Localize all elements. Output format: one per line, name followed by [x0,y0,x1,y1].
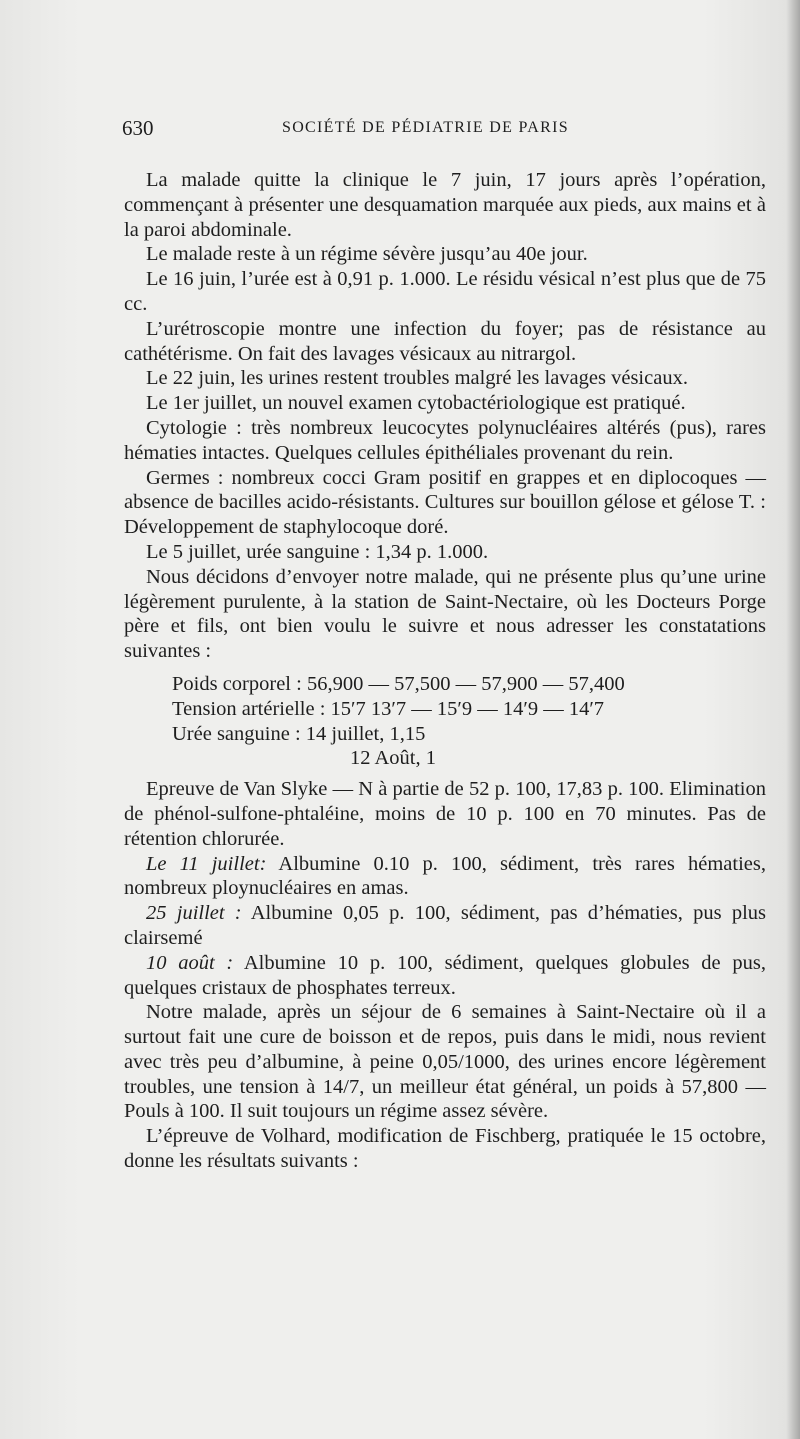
dated-entry [124,951,766,1001]
measure-line: Poids corporel : 56,900 — 57,500 — 57,900 — 57,400 [172,672,625,695]
paragraph: Germes : nombreux cocci Gram positif en grappes et en diplocoques — absence de bacilles acido-résistants. Cultures sur bouillon gélose et gélose T. : Développement de staphylocoque doré. [124,466,766,539]
entry-date: Le 11 juillet: [146,852,267,875]
entry-date: 25 juillet : [146,902,242,925]
entry-text: Albumine 0.10 p. 100, sédiment, très rares hématies, nombreux ploynucléaires en amas. [124,852,766,900]
page-number: 630 [122,116,154,140]
paragraph: Le 1er juillet, un nouvel examen cytobactériologique est pratiqué. [146,392,686,415]
paragraph: L’épreuve de Volhard, modification de Fischberg, pratiquée le 15 octobre, donne les résultats suivants : [124,1125,766,1173]
paragraph: Le malade reste à un régime sévère jusqu’au 40e jour. [146,243,588,266]
paragraph: Cytologie : très nombreux leucocytes polynucléaires altérés (pus), rares hématies intactes. Quelques cellules épithéliales provenant du rein. [124,416,766,464]
page-edge-shadow [786,0,800,1439]
paragraph: L’urétroscopie montre une infection du foyer; pas de résistance au cathétérisme. On fait des lavages vésicaux au nitrargol. [124,317,766,365]
page-header [122,116,622,146]
paragraph: Epreuve de Van Slyke — N à partie de 52 p. 100, 17,83 p. 100. Elimination de phénol-sulfone-phtaléine, moins de 10 p. 100 en 70 minutes. Pas de rétention chlorurée. [124,778,766,850]
running-head: SOCIÉTÉ DE PÉDIATRIE DE PARIS [282,119,569,136]
dated-entry [124,901,766,951]
paragraph: Notre malade, après un séjour de 6 semaines à Saint-Nectaire où il a surtout fait une cure de boisson et de repos, puis dans le midi, nous revient avec très peu d’albumine, à peine 0,05/1000, des urines encore légèrement troubles, une tension à 14/7, un meilleur état général, un poids à 57,800 — Pouls à 100. Il suit toujours un régime assez sévère. [124,1001,766,1123]
dated-entry [124,852,766,902]
paragraph: Le 5 juillet, urée sanguine : 1,34 p. 1.000. [146,540,489,563]
paragraph: Le 22 juin, les urines restent troubles malgré les lavages vésicaux. [146,367,688,390]
entry-text: Albumine 10 p. 100, sédiment, quelques globules de pus, quelques cristaux de phosphates terreux. [124,951,766,999]
entry-date: 10 août : [146,951,234,974]
measure-line: 12 Août, 1 [350,747,436,770]
measurements-block [124,672,766,771]
entry-text: Albumine 0,05 p. 100, sédiment, pas d’hématies, pus plus clairsemé [124,902,766,949]
measure-line: Urée sanguine : 14 juillet, 1,15 [172,722,426,745]
paragraph: La malade quitte la clinique le 7 juin, 17 jours après l’opération, commençant à présenter une desquamation marquée aux pieds, aux mains et à la paroi abdominale. [124,169,766,241]
body-text [124,168,766,1174]
paragraph: Le 16 juin, l’urée est à 0,91 p. 1.000. Le résidu vésical n’est plus que de 75 cc. [124,268,766,315]
measure-line: Tension artérielle : 15′7 13′7 — 15′9 — 14′9 — 14′7 [172,697,605,720]
paragraph: Nous décidons d’envoyer notre malade, qui ne présente plus qu’une urine légèrement purulente, à la station de Saint-Nectaire, où les Docteurs Porge père et fils, ont bien voulu le suivre et nous adresser les constatations suivantes : [124,565,766,663]
